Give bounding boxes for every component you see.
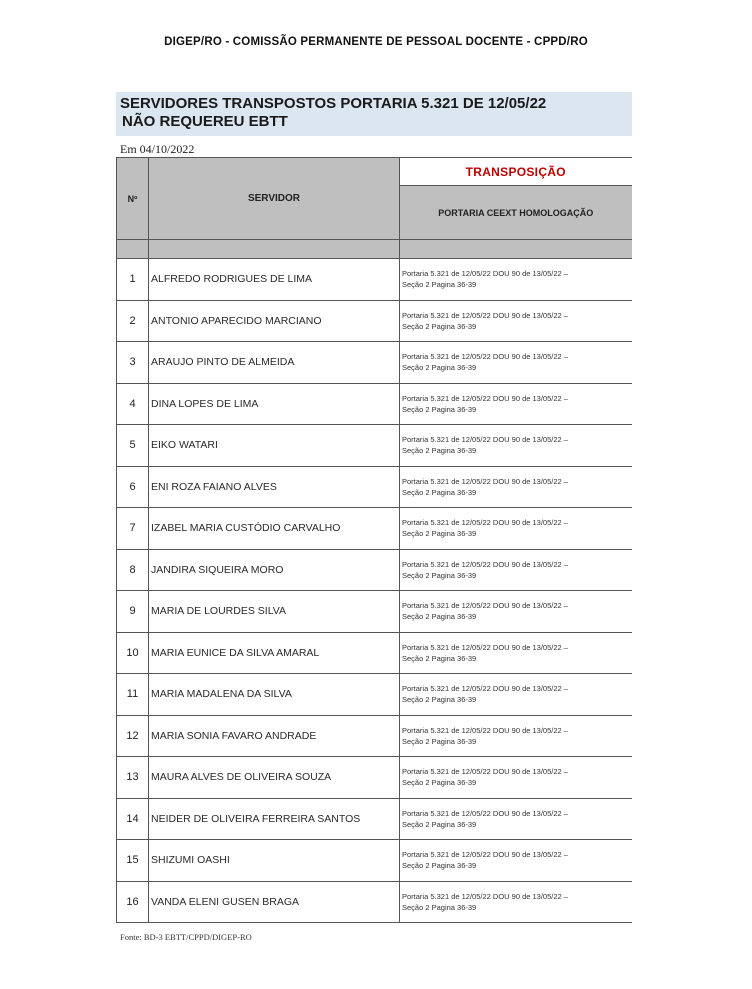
- column-header-servidor: SERVIDOR: [149, 158, 400, 240]
- servidor-name: ANTONIO APARECIDO MARCIANO: [149, 300, 400, 342]
- portaria-cell: [400, 549, 632, 591]
- portaria-line-1: Portaria 5.321 de 12/05/22 DOU 90 de 13/05/22 –: [402, 559, 568, 569]
- table-row: [117, 466, 632, 508]
- portaria-line-1: Portaria 5.321 de 12/05/22 DOU 90 de 13/05/22 –: [402, 393, 568, 403]
- column-header-transposicao: TRANSPOSIÇÃO: [400, 158, 632, 186]
- servidor-name: EIKO WATARI: [149, 425, 400, 467]
- servidor-name: ALFREDO RODRIGUES DE LIMA: [149, 259, 400, 301]
- servidor-name: ARAUJO PINTO DE ALMEIDA: [149, 342, 400, 384]
- portaria-cell: [400, 383, 632, 425]
- row-number: 3: [117, 342, 149, 384]
- blank-cell: [400, 240, 632, 259]
- portaria-line-1: Portaria 5.321 de 12/05/22 DOU 90 de 13/05/22 –: [402, 435, 568, 445]
- table-row: [117, 259, 632, 301]
- column-header-portaria: PORTARIA CEEXT HOMOLOGAÇÃO: [400, 186, 632, 240]
- portaria-line-2: Seção 2 Pagina 36-39: [402, 363, 477, 373]
- table-row: [117, 881, 632, 923]
- portaria-cell: [400, 757, 632, 799]
- portaria-line-1: Portaria 5.321 de 12/05/22 DOU 90 de 13/05/22 –: [402, 310, 568, 320]
- table-row: [117, 591, 632, 633]
- table-row: [117, 840, 632, 882]
- servidor-name: MARIA DE LOURDES SILVA: [149, 591, 400, 633]
- row-number: 4: [117, 383, 149, 425]
- row-number: 2: [117, 300, 149, 342]
- table-row: [117, 342, 632, 384]
- portaria-line-2: Seção 2 Pagina 36-39: [402, 321, 477, 331]
- row-number: 10: [117, 632, 149, 674]
- blank-header-row: [117, 240, 632, 259]
- row-number: 11: [117, 674, 149, 716]
- table-row: [117, 508, 632, 550]
- portaria-cell: [400, 300, 632, 342]
- servidor-name: NEIDER DE OLIVEIRA FERREIRA SANTOS: [149, 798, 400, 840]
- portaria-line-2: Seção 2 Pagina 36-39: [402, 446, 477, 456]
- row-number: 13: [117, 757, 149, 799]
- document-header: DIGEP/RO - COMISSÃO PERMANENTE DE PESSOAL DOCENTE - CPPD/RO: [164, 36, 588, 48]
- portaria-cell: [400, 342, 632, 384]
- portaria-line-1: Portaria 5.321 de 12/05/22 DOU 90 de 13/05/22 –: [402, 725, 568, 735]
- portaria-line-1: Portaria 5.321 de 12/05/22 DOU 90 de 13/05/22 –: [402, 808, 568, 818]
- portaria-cell: [400, 632, 632, 674]
- blank-cell: [149, 240, 400, 259]
- title-line-1: SERVIDORES TRANSPOSTOS PORTARIA 5.321 DE 12/05/22: [120, 95, 547, 112]
- table-row: [117, 383, 632, 425]
- table-row: [117, 798, 632, 840]
- portaria-line-2: Seção 2 Pagina 36-39: [402, 529, 477, 539]
- table-row: [117, 715, 632, 757]
- portaria-line-2: Seção 2 Pagina 36-39: [402, 487, 477, 497]
- portaria-cell: [400, 840, 632, 882]
- portaria-line-2: Seção 2 Pagina 36-39: [402, 695, 477, 705]
- portaria-line-2: Seção 2 Pagina 36-39: [402, 819, 477, 829]
- portaria-cell: [400, 674, 632, 716]
- portaria-line-2: Seção 2 Pagina 36-39: [402, 653, 477, 663]
- portaria-line-1: Portaria 5.321 de 12/05/22 DOU 90 de 13/05/22 –: [402, 642, 568, 652]
- row-number: 8: [117, 549, 149, 591]
- source-footer: Fonte: BD-3 EBTT/CPPD/DIGEP-RO: [120, 932, 252, 942]
- servidor-name: MARIA SONIA FAVARO ANDRADE: [149, 715, 400, 757]
- blank-cell: [117, 240, 149, 259]
- table-row: [117, 757, 632, 799]
- title-box: [116, 92, 632, 136]
- report-date: Em 04/10/2022: [120, 142, 195, 156]
- table-row: [117, 632, 632, 674]
- portaria-line-2: Seção 2 Pagina 36-39: [402, 902, 477, 912]
- portaria-line-1: Portaria 5.321 de 12/05/22 DOU 90 de 13/05/22 –: [402, 476, 568, 486]
- servidor-name: MARIA EUNICE DA SILVA AMARAL: [149, 632, 400, 674]
- table-row: [117, 674, 632, 716]
- row-number: 12: [117, 715, 149, 757]
- title-line-2: NÃO REQUEREU EBTT: [122, 113, 288, 130]
- portaria-line-2: Seção 2 Pagina 36-39: [402, 404, 477, 414]
- servidor-name: IZABEL MARIA CUSTÓDIO CARVALHO: [149, 508, 400, 550]
- servidor-name: SHIZUMI OASHI: [149, 840, 400, 882]
- portaria-line-1: Portaria 5.321 de 12/05/22 DOU 90 de 13/05/22 –: [402, 684, 568, 694]
- portaria-line-1: Portaria 5.321 de 12/05/22 DOU 90 de 13/05/22 –: [402, 891, 568, 901]
- portaria-cell: [400, 425, 632, 467]
- column-header-number: Nº: [117, 158, 149, 240]
- portaria-cell: [400, 466, 632, 508]
- portaria-line-2: Seção 2 Pagina 36-39: [402, 778, 477, 788]
- portaria-line-1: Portaria 5.321 de 12/05/22 DOU 90 de 13/05/22 –: [402, 601, 568, 611]
- portaria-line-1: Portaria 5.321 de 12/05/22 DOU 90 de 13/05/22 –: [402, 767, 568, 777]
- portaria-line-2: Seção 2 Pagina 36-39: [402, 280, 477, 290]
- portaria-cell: [400, 259, 632, 301]
- portaria-cell: [400, 798, 632, 840]
- servidor-name: DINA LOPES DE LIMA: [149, 383, 400, 425]
- portaria-line-1: Portaria 5.321 de 12/05/22 DOU 90 de 13/05/22 –: [402, 352, 568, 362]
- table-row: [117, 549, 632, 591]
- row-number: 7: [117, 508, 149, 550]
- portaria-line-2: Seção 2 Pagina 36-39: [402, 570, 477, 580]
- portaria-cell: [400, 591, 632, 633]
- row-number: 5: [117, 425, 149, 467]
- table-row: [117, 300, 632, 342]
- servidor-name: MARIA MADALENA DA SILVA: [149, 674, 400, 716]
- table-row: [117, 425, 632, 467]
- portaria-line-1: Portaria 5.321 de 12/05/22 DOU 90 de 13/05/22 –: [402, 269, 568, 279]
- servidor-name: MAURA ALVES DE OLIVEIRA SOUZA: [149, 757, 400, 799]
- row-number: 16: [117, 881, 149, 923]
- row-number: 1: [117, 259, 149, 301]
- portaria-line-2: Seção 2 Pagina 36-39: [402, 861, 477, 871]
- portaria-cell: [400, 881, 632, 923]
- portaria-line-1: Portaria 5.321 de 12/05/22 DOU 90 de 13/05/22 –: [402, 850, 568, 860]
- row-number: 15: [117, 840, 149, 882]
- servidor-name: JANDIRA SIQUEIRA MORO: [149, 549, 400, 591]
- portaria-cell: [400, 715, 632, 757]
- row-number: 6: [117, 466, 149, 508]
- servidor-name: VANDA ELENI GUSEN BRAGA: [149, 881, 400, 923]
- servidor-name: ENI ROZA FAIANO ALVES: [149, 466, 400, 508]
- portaria-line-2: Seção 2 Pagina 36-39: [402, 612, 477, 622]
- row-number: 14: [117, 798, 149, 840]
- row-number: 9: [117, 591, 149, 633]
- portaria-line-1: Portaria 5.321 de 12/05/22 DOU 90 de 13/05/22 –: [402, 518, 568, 528]
- portaria-line-2: Seção 2 Pagina 36-39: [402, 736, 477, 746]
- servidores-table: [116, 157, 632, 923]
- portaria-cell: [400, 508, 632, 550]
